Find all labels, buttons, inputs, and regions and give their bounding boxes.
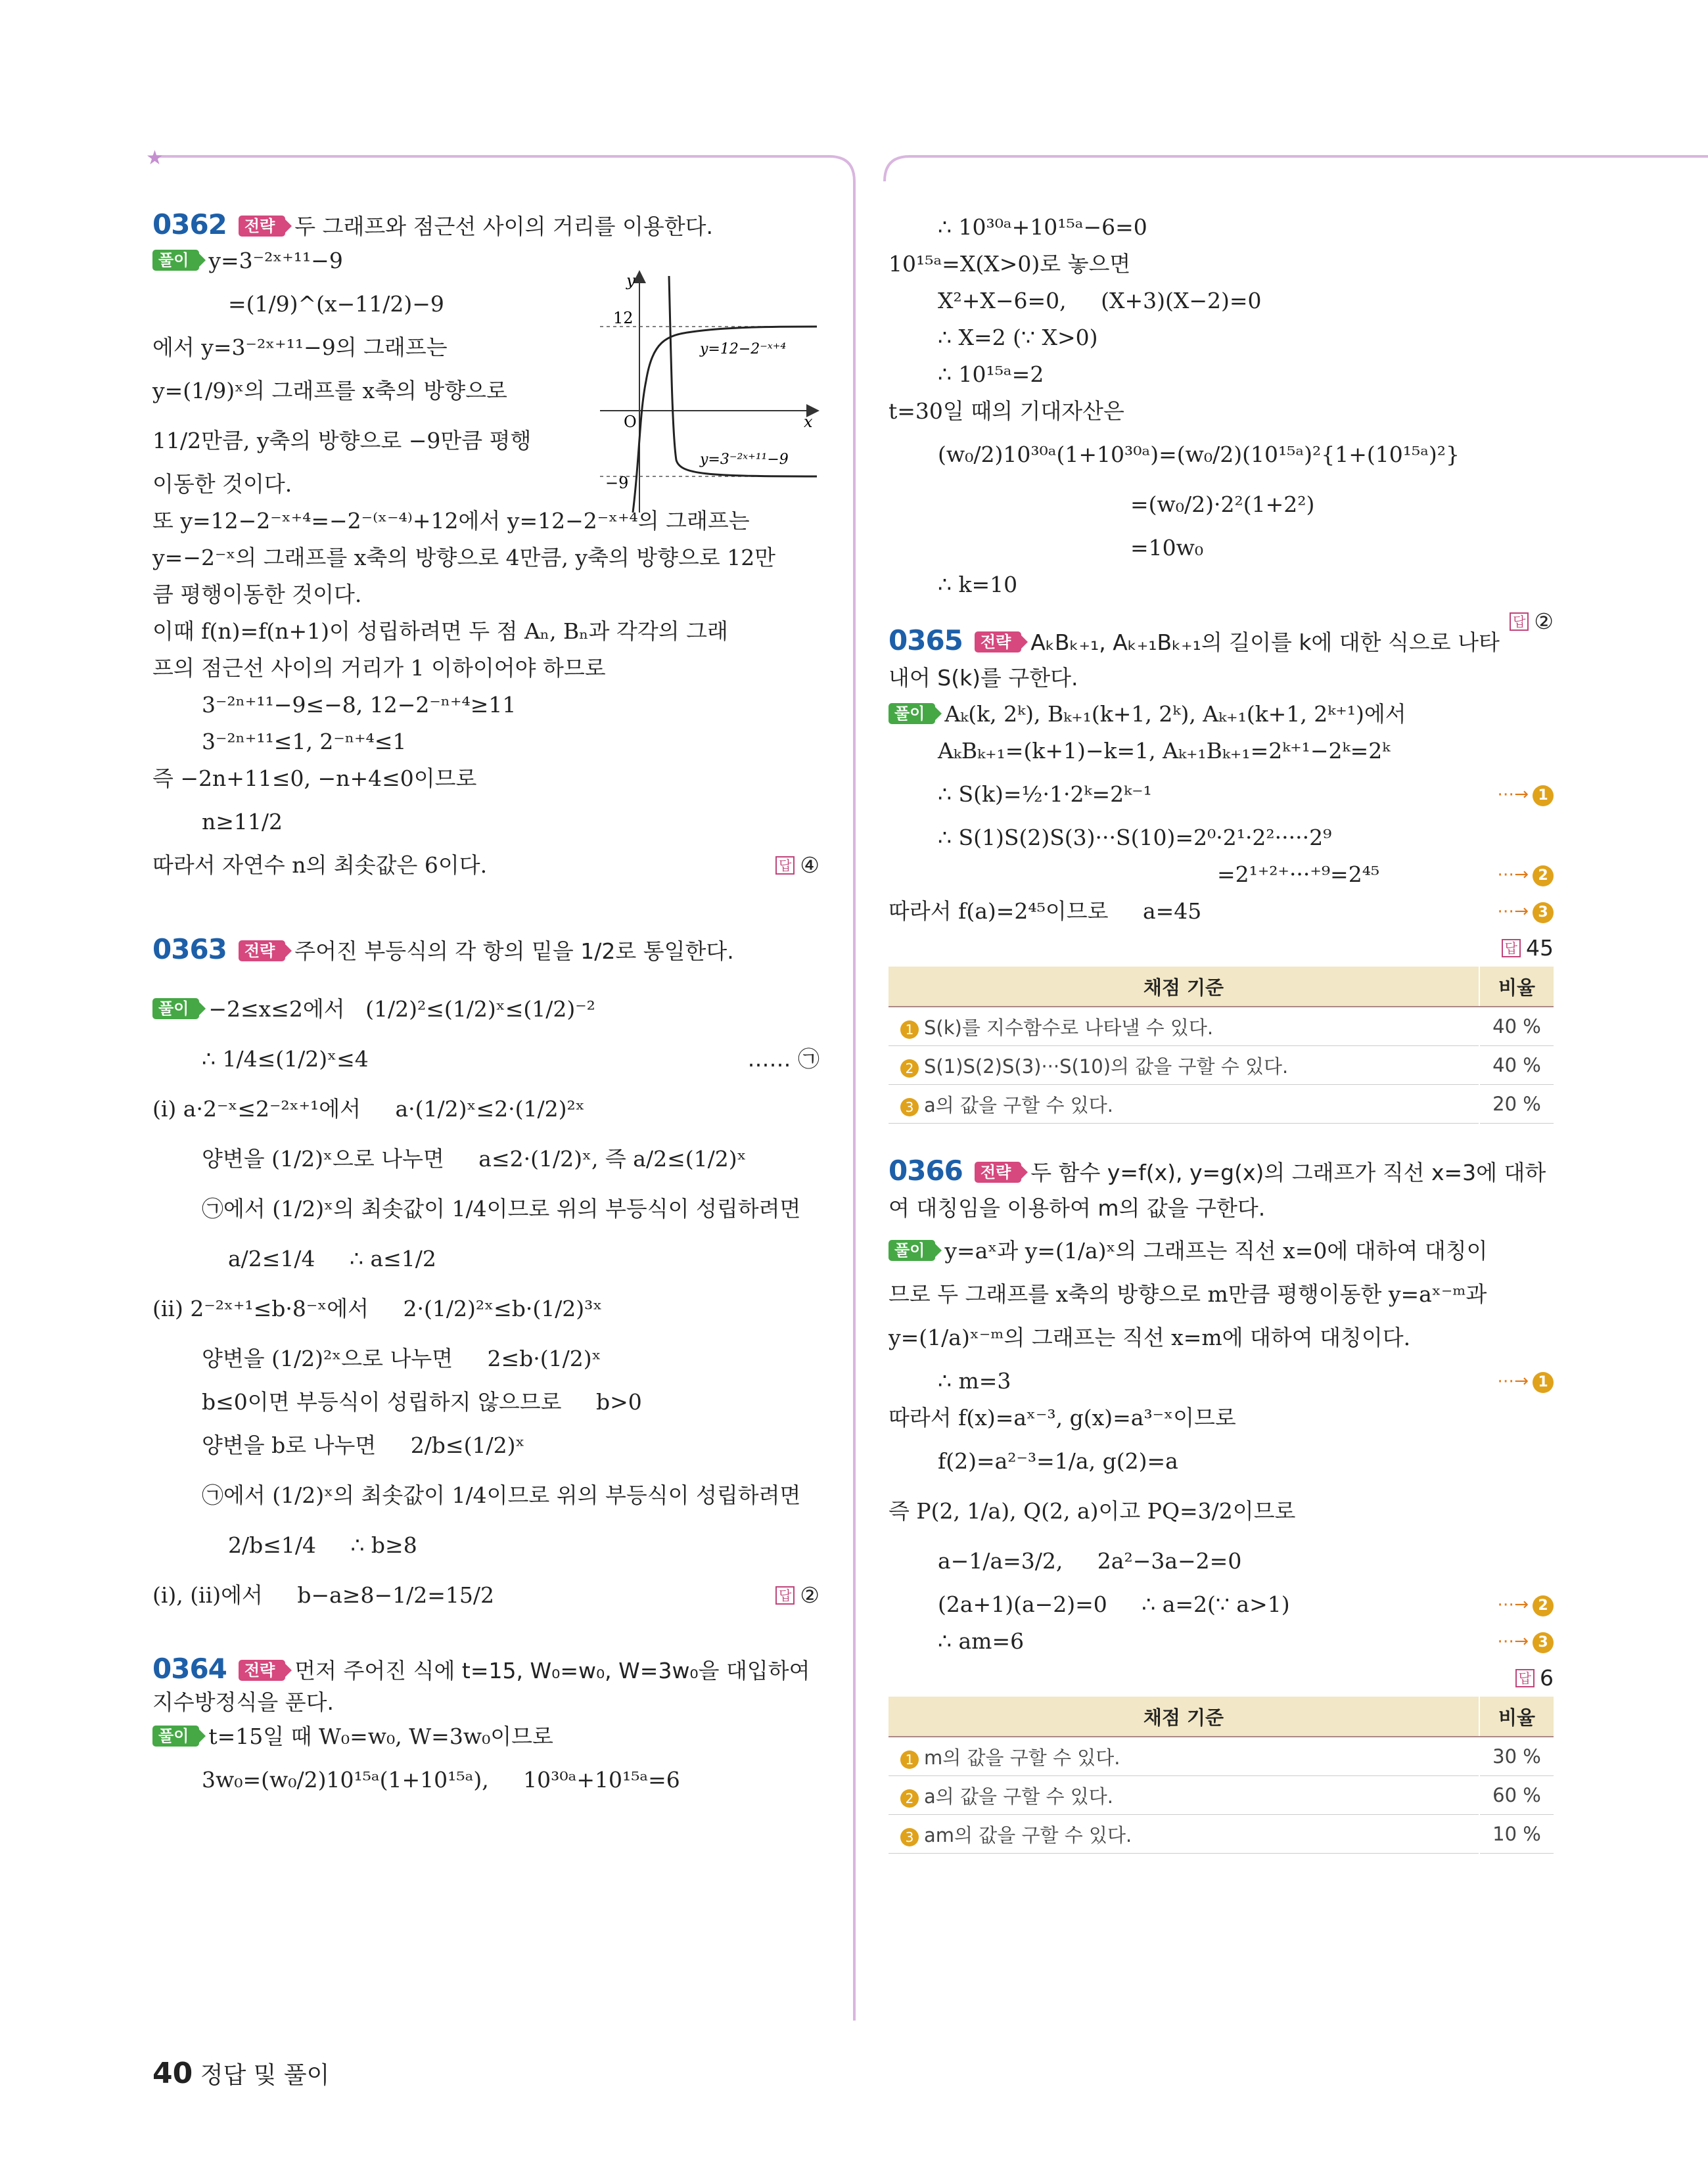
solution-tag: 풀이 bbox=[889, 1240, 935, 1261]
curve-label: y=3⁻²ˣ⁺¹¹−9 bbox=[700, 451, 789, 468]
step-marker: ⋯→ 2 bbox=[1497, 856, 1554, 893]
problem-0366 bbox=[889, 1153, 1554, 1854]
strategy-text: AₖBₖ₊₁, Aₖ₊₁Bₖ₊₁의 길이를 k에 대한 식으로 나타내어 S(k)를 구한다. bbox=[889, 629, 1500, 691]
solution-line: 므로 두 그래프를 x축의 방향으로 m만큼 평행이동한 y=aˣ⁻ᵐ과 bbox=[889, 1281, 1487, 1307]
solution-line: 3⁻²ⁿ⁺¹¹≤1, 2⁻ⁿ⁺⁴≤1 bbox=[202, 729, 407, 754]
strategy-tag: 전략 bbox=[975, 631, 1021, 652]
answer bbox=[775, 1570, 819, 1620]
problem-header bbox=[152, 209, 819, 242]
answer-value: ② bbox=[1534, 608, 1554, 634]
answer bbox=[1510, 603, 1554, 640]
strategy-text: 두 함수 y=f(x), y=g(x)의 그래프가 직선 x=3에 대하여 대칭임을 이용하여 m의 값을 구한다. bbox=[889, 1160, 1546, 1221]
problem-header bbox=[152, 930, 819, 971]
table-header: 채점 기준 bbox=[889, 967, 1479, 1007]
page-footer bbox=[152, 2057, 329, 2090]
answer-icon: 답 bbox=[1515, 1669, 1535, 1687]
solution-line: =10w₀ bbox=[1130, 535, 1204, 560]
origin-label: O bbox=[624, 413, 637, 431]
problem-number: 0365 bbox=[889, 624, 963, 656]
answer-value: ② bbox=[800, 1582, 819, 1608]
table-row bbox=[889, 1815, 1554, 1854]
table-header: 비율 bbox=[1479, 1697, 1554, 1737]
step-number: 2 bbox=[1533, 865, 1554, 886]
step-marker: ⋯→ 3 bbox=[1497, 1623, 1554, 1660]
solution-line: 큼 평행이동한 것이다. bbox=[152, 582, 362, 607]
svg-text:★: ★ bbox=[146, 147, 164, 170]
answer-icon: 답 bbox=[775, 1586, 795, 1605]
solution-line: 양변을 b로 나누면 2/b≤(1/2)ˣ bbox=[202, 1432, 525, 1458]
criterion-text: a의 값을 구할 수 있다. bbox=[924, 1785, 1113, 1808]
solution-line: Aₖ(k, 2ᵏ), Bₖ₊₁(k+1, 2ᵏ), Aₖ₊₁(k+1, 2ᵏ⁺¹)에서 bbox=[944, 701, 1406, 727]
solution-line: ∴ X=2 (∵ X>0) bbox=[938, 325, 1098, 350]
criterion-number: 1 bbox=[900, 1750, 919, 1769]
solution-line: AₖBₖ₊₁=(k+1)−k=1, Aₖ₊₁Bₖ₊₁=2ᵏ⁺¹−2ᵏ=2ᵏ bbox=[938, 738, 1391, 764]
table-row bbox=[889, 1737, 1554, 1776]
answer bbox=[1515, 1660, 1554, 1697]
exponential-graph bbox=[593, 263, 823, 516]
step-marker: ⋯→ 3 bbox=[1497, 893, 1554, 930]
step-number: 3 bbox=[1533, 1632, 1554, 1653]
solution-line: ∴ 1/4≤(1/2)ˣ≤4 bbox=[202, 1046, 369, 1072]
problem-header bbox=[152, 1653, 816, 1718]
problem-number: 0364 bbox=[152, 1653, 227, 1685]
solution-line: y=3⁻²ˣ⁺¹¹−9 bbox=[208, 248, 343, 273]
answer-value: 45 bbox=[1526, 935, 1554, 961]
tick-label: −9 bbox=[605, 474, 629, 492]
solution-line: a−1/a=3/2, 2a²−3a−2=0 bbox=[938, 1548, 1242, 1574]
solution-line: b≤0이면 부등식이 성립하지 않으므로 b>0 bbox=[202, 1389, 642, 1415]
criterion-text: m의 값을 구할 수 있다. bbox=[924, 1746, 1120, 1769]
criterion-ratio: 20 % bbox=[1479, 1085, 1554, 1124]
table-row bbox=[889, 1776, 1554, 1815]
solution-line: t=15일 때 W₀=w₀, W=3w₀이므로 bbox=[208, 1724, 553, 1749]
solution-line: 3⁻²ⁿ⁺¹¹−9≤−8, 12−2⁻ⁿ⁺⁴≥11 bbox=[202, 692, 517, 718]
step-number: 1 bbox=[1533, 785, 1554, 806]
step-number: 2 bbox=[1533, 1595, 1554, 1616]
solution-line: ㉠에서 (1/2)ˣ의 최솟값이 1/4이므로 위의 부등식이 성립하려면 bbox=[202, 1196, 801, 1222]
right-column bbox=[889, 209, 1554, 1854]
answer bbox=[1502, 930, 1554, 967]
table-row bbox=[889, 1046, 1554, 1085]
solution-line: y=(1/9)ˣ의 그래프를 x축의 방향으로 bbox=[152, 378, 507, 403]
strategy-tag: 전략 bbox=[975, 1162, 1021, 1183]
curve-label: y=12−2⁻ˣ⁺⁴ bbox=[700, 341, 787, 357]
problem-header bbox=[889, 623, 1552, 696]
page-number: 40 bbox=[152, 2057, 193, 2090]
solution-line: n≥11/2 bbox=[202, 809, 283, 835]
criterion-ratio: 60 % bbox=[1479, 1776, 1554, 1815]
solution-line: ∴ S(1)S(2)S(3)···S(10)=2⁰·2¹·2²·····2⁹ bbox=[938, 825, 1332, 850]
solution-line: X²+X−6=0, (X+3)(X−2)=0 bbox=[938, 288, 1262, 313]
problem-number: 0362 bbox=[152, 208, 227, 240]
problem-0364-continued bbox=[889, 209, 1554, 634]
solution-line: (w₀/2)10³⁰ᵃ(1+10³⁰ᵃ)=(w₀/2)(10¹⁵ᵃ)²{1+(10¹⁵ᵃ)²} bbox=[938, 442, 1460, 467]
solution-line: ∴ am=6 bbox=[938, 1628, 1025, 1654]
answer-icon: 답 bbox=[1510, 612, 1529, 631]
solution-line: =(1/9)^(x−11/2)−9 bbox=[228, 291, 444, 317]
solution-tag: 풀이 bbox=[889, 703, 935, 724]
solution-tag: 풀이 bbox=[152, 998, 199, 1019]
solution-line: (2a+1)(a−2)=0 ∴ a=2(∵ a>1) bbox=[938, 1591, 1290, 1617]
table-row bbox=[889, 1007, 1554, 1046]
strategy-text: 먼저 주어진 식에 t=15, W₀=w₀, W=3w₀을 대입하여 지수방정식을 푼다. bbox=[152, 1658, 810, 1715]
problem-0363 bbox=[152, 930, 819, 1620]
equation-mark: …… ㉠ bbox=[747, 1046, 819, 1072]
solution-line: =(w₀/2)·2²(1+2²) bbox=[1130, 492, 1315, 517]
y-axis-label: y bbox=[626, 271, 635, 290]
criterion-number: 1 bbox=[900, 1020, 919, 1039]
curve-3-minus-9 bbox=[669, 276, 817, 476]
solution-line: 양변을 (1/2)²ˣ으로 나누면 2≤b·(1/2)ˣ bbox=[202, 1346, 601, 1371]
solution-line: 3w₀=(w₀/2)10¹⁵ᵃ(1+10¹⁵ᵃ), 10³⁰ᵃ+10¹⁵ᵃ=6 bbox=[202, 1767, 680, 1793]
solution-line: 2/b≤1/4 ∴ b≥8 bbox=[228, 1532, 417, 1558]
criterion-number: 3 bbox=[900, 1828, 919, 1846]
solution-line: ㉠에서 (1/2)ˣ의 최솟값이 1/4이므로 위의 부등식이 성립하려면 bbox=[202, 1482, 801, 1508]
solution-line: (i) a·2⁻ˣ≤2⁻²ˣ⁺¹에서 a·(1/2)ˣ≤2·(1/2)²ˣ bbox=[152, 1096, 585, 1122]
solution-line: (i), (ii)에서 b−a≥8−1/2=15/2 bbox=[152, 1582, 494, 1608]
solution-line: ∴ m=3 bbox=[938, 1368, 1011, 1394]
solution-line: ∴ 10³⁰ᵃ+10¹⁵ᵃ−6=0 bbox=[938, 214, 1147, 240]
problem-number: 0366 bbox=[889, 1155, 963, 1187]
solution-line: 프의 점근선 사이의 거리가 1 이하이어야 하므로 bbox=[152, 655, 606, 681]
answer-icon: 답 bbox=[1502, 939, 1521, 957]
criterion-number: 2 bbox=[900, 1059, 919, 1078]
criterion-text: S(1)S(2)S(3)···S(10)의 값을 구할 수 있다. bbox=[924, 1055, 1289, 1078]
answer bbox=[775, 847, 819, 884]
answer-icon: 답 bbox=[775, 856, 795, 875]
solution-line: 11/2만큼, y축의 방향으로 −9만큼 평행 bbox=[152, 428, 532, 453]
criterion-number: 2 bbox=[900, 1789, 919, 1808]
problem-header bbox=[889, 1153, 1552, 1226]
tick-label: 12 bbox=[613, 309, 634, 327]
strategy-tag: 전략 bbox=[239, 1660, 285, 1681]
solution-line: ∴ k=10 bbox=[938, 572, 1018, 597]
solution-line: 즉 P(2, 1/a), Q(2, a)이고 PQ=3/2이므로 bbox=[889, 1498, 1296, 1524]
criterion-ratio: 30 % bbox=[1479, 1737, 1554, 1776]
solution-line: t=30일 때의 기대자산은 bbox=[889, 398, 1124, 424]
solution-line: a/2≤1/4 ∴ a≤1/2 bbox=[228, 1246, 436, 1271]
x-axis-label: x bbox=[804, 413, 813, 431]
solution-tag: 풀이 bbox=[152, 1726, 199, 1747]
criterion-number: 3 bbox=[900, 1098, 919, 1116]
solution-line: −2≤x≤2에서 (1/2)²≤(1/2)ˣ≤(1/2)⁻² bbox=[208, 996, 595, 1022]
criterion-ratio: 40 % bbox=[1479, 1007, 1554, 1046]
criterion-text: S(k)를 지수함수로 나타낼 수 있다. bbox=[924, 1016, 1214, 1039]
solution-line: y=aˣ과 y=(1/a)ˣ의 그래프는 직선 x=0에 대하여 대칭이 bbox=[944, 1238, 1488, 1264]
answer-value: 6 bbox=[1540, 1665, 1554, 1691]
table-row bbox=[889, 1085, 1554, 1124]
solution-line: =2¹⁺²⁺···⁺⁹=2⁴⁵ bbox=[1217, 861, 1380, 887]
solution-line: 이동한 것이다. bbox=[152, 471, 292, 497]
solution-line: 또 y=12−2⁻ˣ⁺⁴=−2⁻⁽ˣ⁻⁴⁾+12에서 y=12−2⁻ˣ⁺⁴의 그래프는 bbox=[152, 508, 750, 534]
solution-line: 따라서 자연수 n의 최솟값은 6이다. bbox=[152, 852, 488, 878]
criterion-text: am의 값을 구할 수 있다. bbox=[924, 1823, 1132, 1846]
step-marker: ⋯→ 1 bbox=[1497, 1363, 1554, 1400]
solution-line: 따라서 f(x)=aˣ⁻³, g(x)=a³⁻ˣ이므로 bbox=[889, 1405, 1236, 1430]
solution-line: ∴ S(k)=½·1·2ᵏ=2ᵏ⁻¹ bbox=[938, 781, 1152, 807]
table-header: 채점 기준 bbox=[889, 1697, 1479, 1737]
footer-label: 정답 및 풀이 bbox=[200, 2062, 330, 2089]
solution-line: f(2)=a²⁻³=1/a, g(2)=a bbox=[938, 1448, 1178, 1474]
solution-line: ∴ 10¹⁵ᵃ=2 bbox=[938, 361, 1044, 387]
strategy-text: 주어진 부등식의 각 항의 밑을 1/2로 통일한다. bbox=[294, 938, 734, 964]
strategy-tag: 전략 bbox=[239, 940, 285, 961]
criterion-ratio: 40 % bbox=[1479, 1046, 1554, 1085]
solution-line: y=−2⁻ˣ의 그래프를 x축의 방향으로 4만큼, y축의 방향으로 12만 bbox=[152, 545, 776, 570]
solution-line: y=(1/a)ˣ⁻ᵐ의 그래프는 직선 x=m에 대하여 대칭이다. bbox=[889, 1325, 1411, 1350]
solution-line: 양변을 (1/2)ˣ으로 나누면 a≤2·(1/2)ˣ, 즉 a/2≤(1/2)ˣ bbox=[202, 1146, 747, 1172]
solution-line: 따라서 f(a)=2⁴⁵이므로 a=45 bbox=[889, 898, 1202, 924]
solution-line: 이때 f(n)=f(n+1)이 성립하려면 두 점 Aₙ, Bₙ과 각각의 그래 bbox=[152, 618, 728, 644]
problem-0365 bbox=[889, 623, 1554, 1124]
solution-line: 즉 −2n+11≤0, −n+4≤0이므로 bbox=[152, 766, 477, 791]
step-marker: ⋯→ 1 bbox=[1497, 769, 1554, 819]
solution-tag: 풀이 bbox=[152, 250, 199, 271]
strategy-tag: 전략 bbox=[239, 216, 285, 237]
problem-number: 0363 bbox=[152, 933, 227, 965]
scoring-table bbox=[889, 967, 1554, 1124]
table-header: 비율 bbox=[1479, 967, 1554, 1007]
step-number: 3 bbox=[1533, 902, 1554, 923]
problem-0364 bbox=[152, 1653, 819, 1805]
strategy-text: 두 그래프와 점근선 사이의 거리를 이용한다. bbox=[294, 214, 714, 239]
answer-value: ④ bbox=[800, 852, 819, 878]
solution-line: 에서 y=3⁻²ˣ⁺¹¹−9의 그래프는 bbox=[152, 334, 448, 360]
solution-line: (ii) 2⁻²ˣ⁺¹≤b·8⁻ˣ에서 2·(1/2)²ˣ≤b·(1/2)³ˣ bbox=[152, 1296, 603, 1321]
criterion-text: a의 값을 구할 수 있다. bbox=[924, 1093, 1113, 1116]
step-marker: ⋯→ 2 bbox=[1497, 1586, 1554, 1623]
criterion-ratio: 10 % bbox=[1479, 1815, 1554, 1854]
solution-line: 10¹⁵ᵃ=X(X>0)로 놓으면 bbox=[889, 251, 1131, 277]
step-number: 1 bbox=[1533, 1372, 1554, 1393]
scoring-table bbox=[889, 1697, 1554, 1854]
